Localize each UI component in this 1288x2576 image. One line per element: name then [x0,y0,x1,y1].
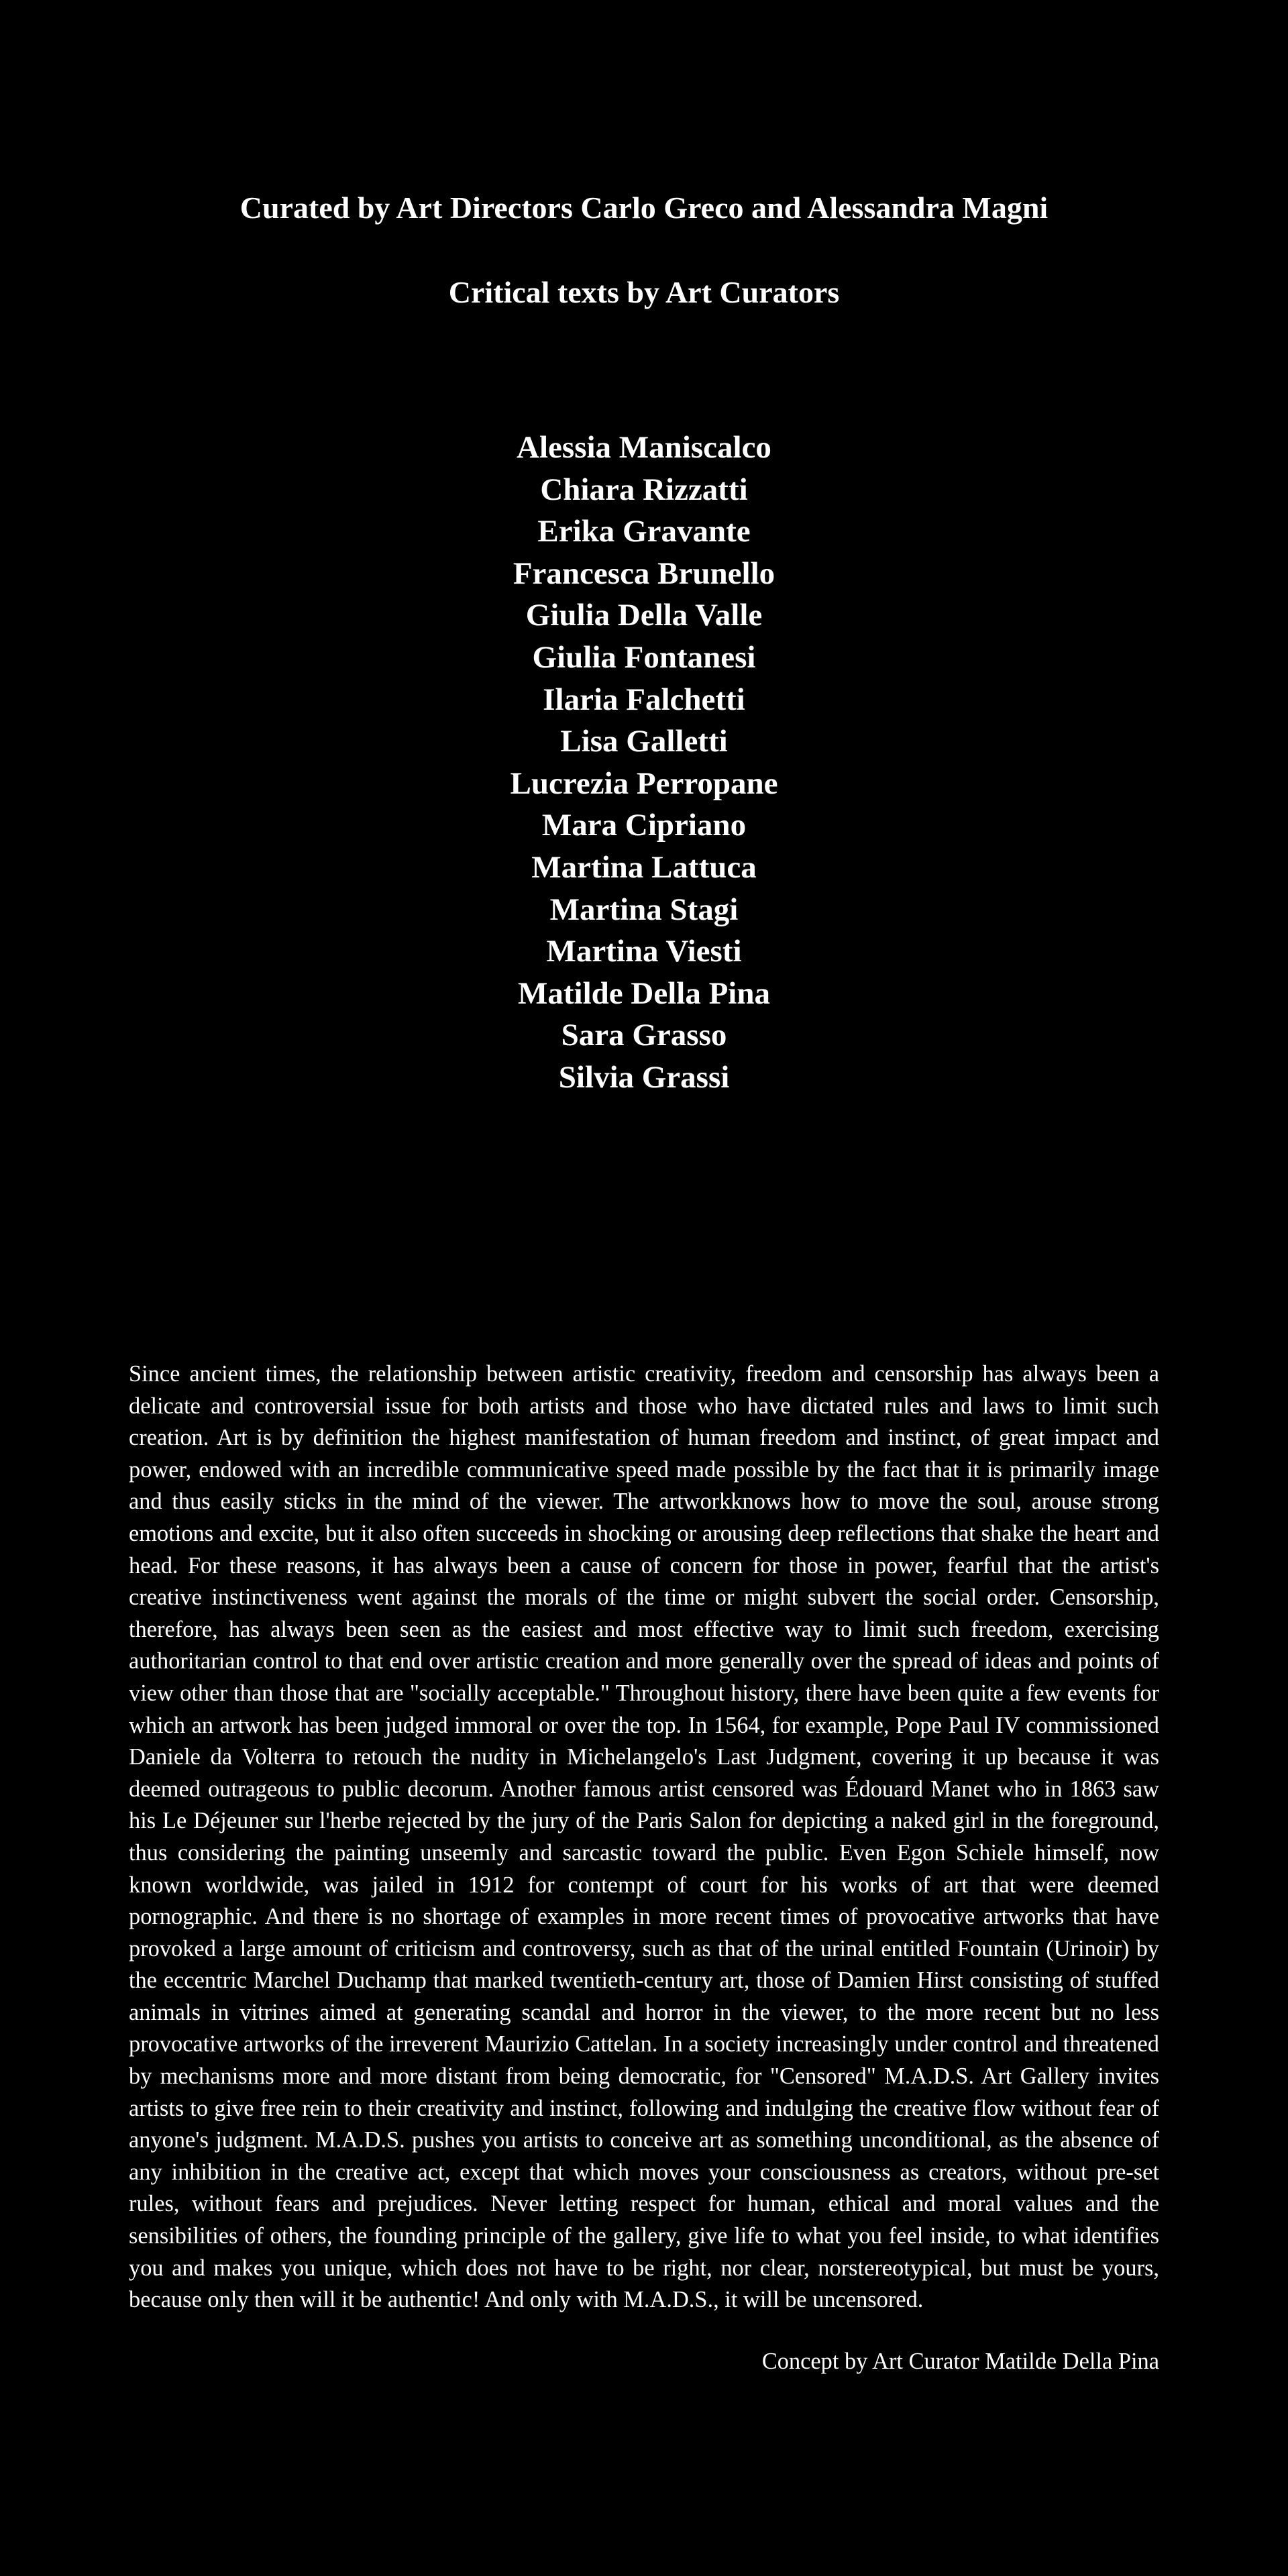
curators-list [0,427,1288,1099]
curated-by-heading: Curated by Art Directors Carlo Greco and Alessandra Magni [239,191,1049,225]
curator-name: Ilaria Falchetti [543,682,745,717]
curator-name: Sara Grasso [561,1018,727,1053]
curator-name: Martina Viesti [546,934,742,969]
concept-credit: Concept by Art Curator Matilde Della Pina [761,2349,1159,2374]
critical-texts-heading: Critical texts by Art Curators [448,275,840,309]
curator-name: Martina Lattuca [531,849,757,885]
essay-body: Since ancient times, the relationship between artistic creativity, freedom and censorship has always been a delicate and controversial issue for both artists and those who have dictated rules and laws to limit such creation. Art is by definition the highest manifestation of human freedom and instinct, of great impact and power, endowed with an incredible communicative speed made possible by the fact that it is primarily image and thus easily sticks in the mind of the viewer. The artworkknows how to move the soul, arouse strong emotions and excite, but it also often succeeds in shocking or arousing deep reflections that shake the heart and head. For these reasons, it has always been a cause of concern for those in power, fearful that the artist's creative instinctiveness went against the morals of the time or might subvert the social order. Censorship, therefore, has always been seen as the easiest and most effective way to limit such freedom, exercising authoritarian control to that end over artistic creation and more generally over the spread of ideas and points of view other than those that are "socially acceptable." Throughout history, there have been quite a few events for which an artwork has been judged immoral or over the top. In 1564, for example, Pope Paul IV commissioned Daniele da Volterra to retouch the nudity in Michelangelo's Last Judgment, covering it up because it was deemed outrageous to public decorum. Another famous artist censored was Édouard Manet who in 1863 saw his Le Déjeuner sur l'herbe rejected by the jury of the Paris Salon for depicting a naked girl in the foreground, thus considering the painting unseemly and sarcastic toward the public. Even Egon Schiele himself, now known worldwide, was jailed in 1912 for contempt of court for his works of art that were deemed pornographic. And there is no shortage of examples in more recent times of provocative artworks that have provoked a large amount of criticism and controversy, such as that of the urinal entitled Fountain (Urinoir) by the eccentric Marchel Duchamp that marked twentieth-century art, those of Damien Hirst consisting of stuffed animals in vitrines aimed at generating scandal and horror in the viewer, to the more recent but no less provocative artworks of the irreverent Maurizio Cattelan. In a society increasingly under control and threatened by mechanisms more and more distant from being democratic, for "Censored" M.A.D.S. Art Gallery invites artists to give free rein to their creativity and instinct, following and indulging the creative flow without fear of anyone's judgment. M.A.D.S. pushes you artists to conceive art as something unconditional, as the absence of any inhibition in the creative act, except that which moves your consciousness as creators, without pre-set rules, without fears and prejudices. Never letting respect for human, ethical and moral values and the sensibilities of others, the founding principle of the gallery, give life to what you feel inside, to what identifies you and makes you unique, which does not have to be right, nor clear, norstereotypical, but must be yours, because only then will it be authentic! And only with M.A.D.S., it will be uncensored. [129,1361,1159,2313]
curator-name: Lucrezia Perropane [510,765,778,801]
curator-name: Silvia Grassi [558,1059,730,1095]
curator-name: Mara Cipriano [541,808,747,843]
curator-name: Matilde Della Pina [518,975,770,1011]
curator-name: Francesca Brunello [513,555,775,591]
curator-name: Giulia Fontanesi [532,639,756,675]
curator-name: Lisa Galletti [560,724,728,759]
curator-name: Giulia Della Valle [525,598,763,633]
curator-name: Martina Stagi [549,892,739,927]
curator-name: Erika Gravante [537,514,751,549]
curator-name: Chiara Rizzatti [540,472,748,507]
curator-name: Alessia Maniscalco [517,430,771,465]
